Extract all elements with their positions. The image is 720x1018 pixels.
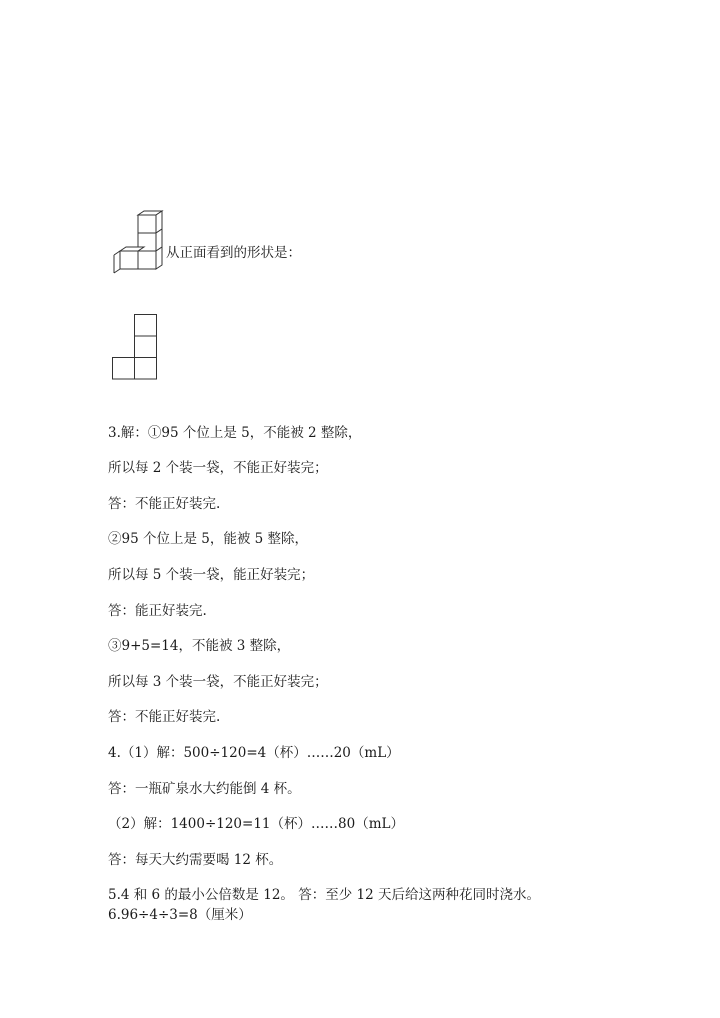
solution-line: ②95 个位上是 5，能被 5 整除，: [108, 531, 309, 547]
solution-line: 6.96÷4÷3=8（厘米）: [108, 907, 252, 923]
solution-line: 答：不能正好装完.: [108, 496, 221, 512]
solution-line: 3.解：①95 个位上是 5，不能被 2 整除，: [108, 425, 362, 441]
solution-line: 答：每天大约需要喝 12 杯。: [108, 852, 283, 868]
solution-line: 4.（1）解：500÷120=4（杯）……20（mL）: [108, 745, 400, 761]
solution-line: 答：不能正好装完.: [108, 709, 221, 725]
solution-line: （2）解：1400÷120=11（杯）……80（mL）: [108, 816, 404, 832]
solution-line: 5.4 和 6 的最小公倍数是 12。 答：至少 12 天后给这两种花同时浇水。: [108, 887, 540, 903]
solution-line: 所以每 2 个装一袋，不能正好装完；: [108, 460, 328, 476]
solution-line: 所以每 3 个装一袋，不能正好装完；: [108, 674, 328, 690]
front-view-figure: [111, 313, 159, 381]
figure-caption: 从正面看到的形状是：: [166, 245, 301, 261]
solution-line: ③9+5=14，不能被 3 整除，: [108, 638, 291, 654]
solution-line: 答：一瓶矿泉水大约能倒 4 杯。: [108, 781, 301, 797]
solution-line: 答：能正好装完.: [108, 603, 207, 619]
solution-line: 所以每 5 个装一袋，能正好装完；: [108, 567, 315, 583]
cube-stack-figure: [110, 209, 164, 277]
